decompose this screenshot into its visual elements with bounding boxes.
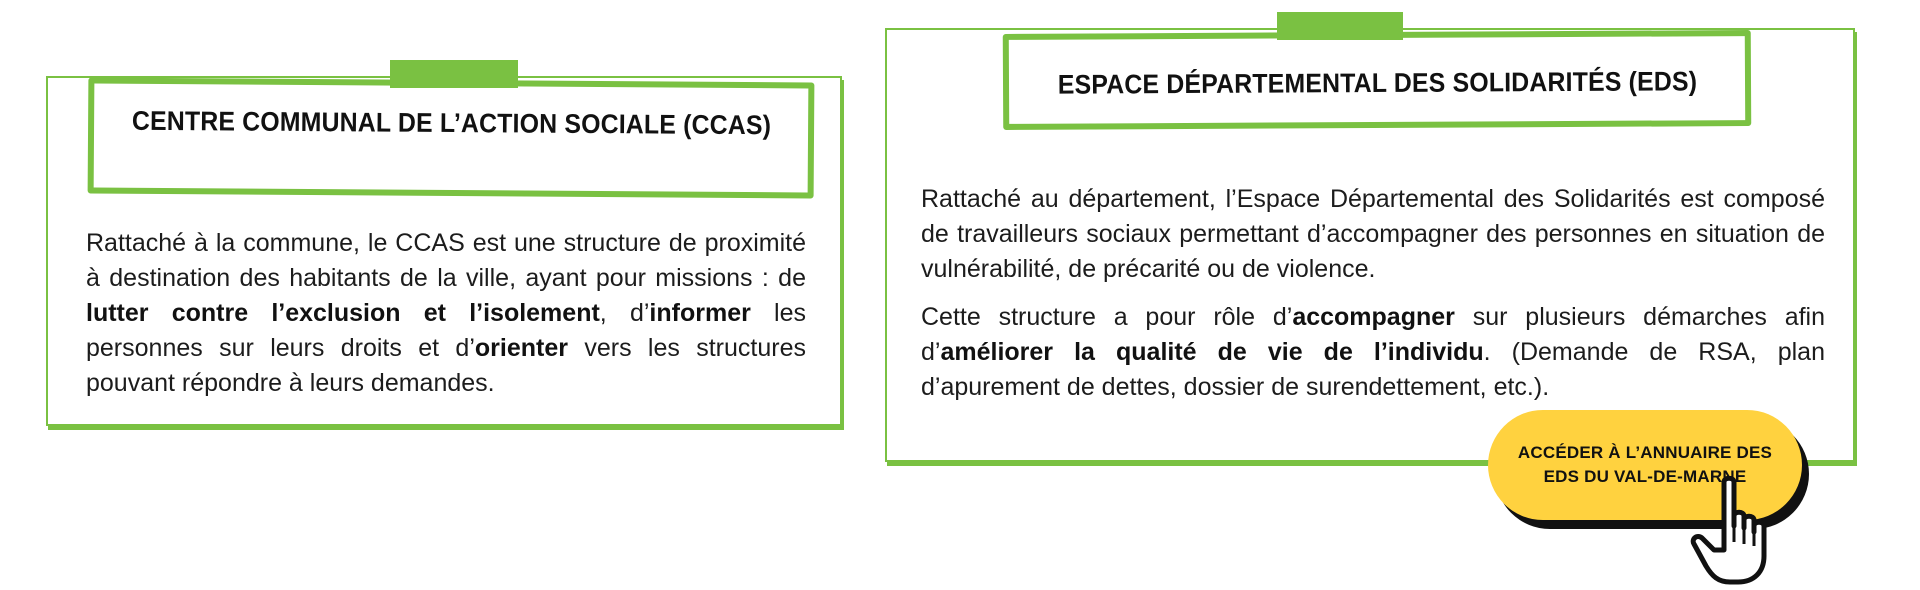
ccas-title: CENTRE COMMUNAL DE L’ACTION SOCIALE (CCAS) [131,105,771,141]
eds-p2-text-2: sur plusieurs démarches afin d’ [921,303,1825,366]
ccas-bold-1: lutter contre l’exclusion et l’isolement [86,299,600,327]
ccas-card [46,76,842,426]
ccas-title-frame [88,77,815,198]
eds-p2-bold-2: améliorer la qualité de vie de l’individu [940,338,1484,366]
button-label-line-2: EDS DU VAL-DE-MARNE [1543,467,1747,486]
eds-title-frame [1003,30,1751,130]
eds-p2-text-3: . (Demande de RSA, plan d’apurement de dettes, dossier de surendettement, etc.). [921,338,1825,401]
ccas-text-4: vers les structures pouvant répondre à leurs demandes. [86,334,806,397]
ccas-text-1: Rattaché à la commune, le CCAS est une structure de proximité à destination des habitants de la ville, ayant pour missions : de [86,229,806,292]
ccas-text-3: les personnes sur leurs droits et d’ [86,299,807,362]
eds-paragraph-2 [921,300,1825,405]
hand-pointer-icon [1690,476,1776,588]
ccas-text-2: , d’ [599,299,650,327]
ccas-bold-3: orienter [474,334,568,362]
ccas-description [86,226,806,401]
eds-title: ESPACE DÉPARTEMENTAL DES SOLIDARITÉS (EDS) [1057,66,1697,100]
eds-card [885,28,1855,462]
button-label-line-1: ACCÉDER À L’ANNUAIRE DES [1517,443,1773,462]
eds-p2-bold-1: accompagner [1292,303,1455,331]
eds-p2-text-1: Cette structure a pour rôle d’ [921,303,1293,331]
ccas-bold-2: informer [649,299,751,327]
eds-paragraph-1: Rattaché au département, l’Espace Départemental des Solidarités est composé de travailleurs sociaux permettant d’accompagner des personnes en situation de vulnérabilité, de précarité ou de violence. [921,185,1825,283]
